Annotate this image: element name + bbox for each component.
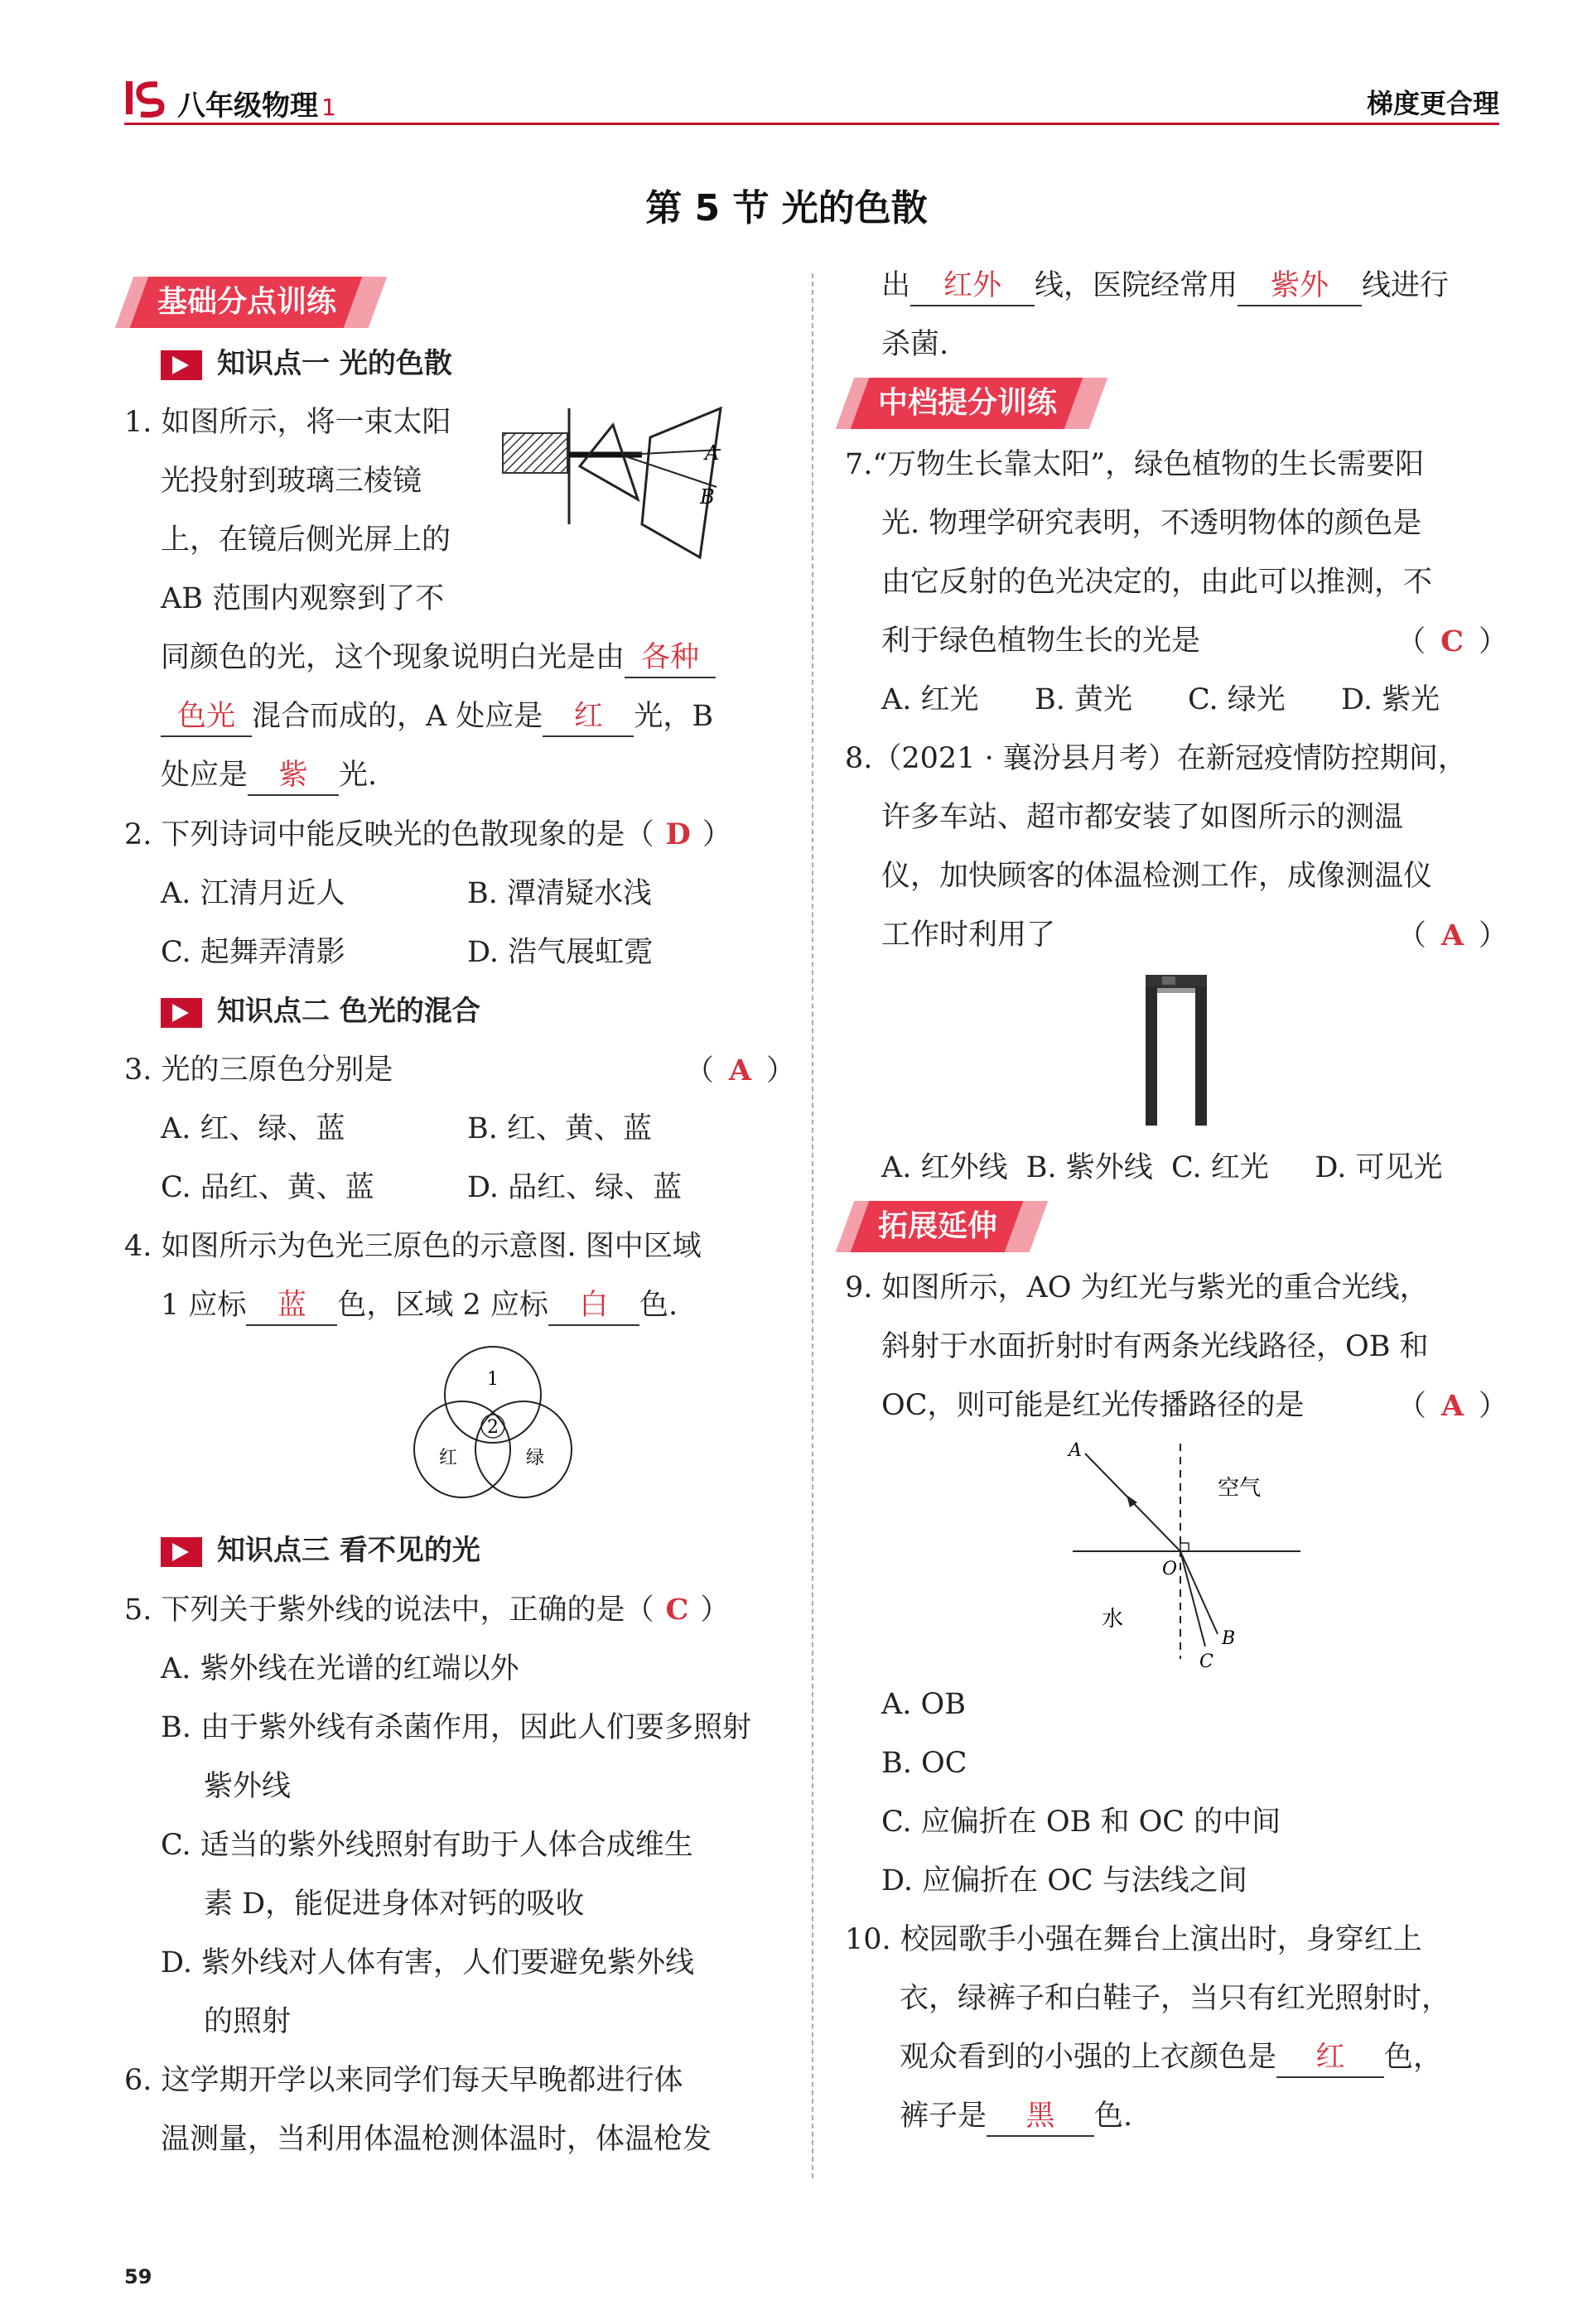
publisher-logo-icon: [124, 78, 167, 118]
option-a[interactable]: A. OB: [881, 1688, 966, 1721]
page-header: [124, 73, 1499, 125]
knowledge-point-2: 知识点二 色光的混合: [124, 982, 795, 1041]
option-b[interactable]: B. OC: [881, 1747, 967, 1780]
answer-8[interactable]: A: [1440, 919, 1464, 952]
question-6: 6. 这学期开学以来同学们每天早晚都进行体 温测量，当利用体温枪测体温时，体温枪发: [124, 2064, 712, 2156]
water-label: 水: [1102, 1607, 1124, 1632]
answer-7[interactable]: C: [1440, 624, 1464, 658]
answer-1b[interactable]: 色光: [161, 697, 252, 737]
color-circles-diagram: [381, 1343, 605, 1509]
left-column: [124, 273, 795, 2169]
knowledge-point-1: 知识点一 光的色散: [124, 335, 795, 393]
option-d[interactable]: D. 紫光: [1341, 683, 1440, 716]
temperature-gate-image: [1139, 972, 1214, 1129]
question-4: 4. 如图所示为色光三原色的示意图. 图中区域 1 应标 蓝 色，区域 2 应标 白 色. 1 2 红 绿: [124, 1217, 795, 1521]
question-8: 8.（2021 · 襄汾县月考）在新冠疫情防控期间， 许多车站、超市都安装了如图所示的测温 仪，加快顾客的体温检测工作，成像测温仪 工作时利用了 （ A ） A. 红外线 B. 紫外线 C. 红光 D. 可见光: [845, 730, 1508, 1198]
option-b[interactable]: B. 由于紫外线有杀菌作用，因此人们要多照射: [161, 1711, 751, 1744]
option-b[interactable]: B. 红、黄、蓝: [467, 1112, 652, 1145]
option-d[interactable]: D. 紫外线对人体有害，人们要避免紫外线: [161, 1946, 695, 1979]
label-a: A: [1069, 1440, 1082, 1461]
question-6-continued: 出 红外 线，医院经常用 紫外 线进行 杀菌.: [845, 257, 1508, 374]
play-triangle-icon: [161, 998, 202, 1028]
question-3: 3. 光的三原色分别是 （ A ） A. 红、绿、蓝 B. 红、黄、蓝 C. 品红、黄、蓝 D. 品红、绿、蓝: [124, 1041, 795, 1217]
option-a[interactable]: A. 紫外线在光谱的红端以外: [161, 1652, 519, 1685]
answer-10a[interactable]: 红: [1276, 2038, 1384, 2078]
answer-1d[interactable]: 紫: [248, 756, 339, 796]
prism-diagram: [501, 400, 754, 595]
label-b: B: [700, 485, 715, 509]
label-o: O: [1162, 1559, 1178, 1579]
banner-basic: 基础分点训练: [124, 277, 386, 328]
page-number: 59: [124, 2265, 152, 2288]
option-c[interactable]: C. 品红、黄、蓝: [161, 1171, 374, 1204]
answer-9[interactable]: A: [1440, 1389, 1464, 1423]
red-label: 红: [439, 1448, 458, 1468]
option-c[interactable]: C. 应偏折在 OB 和 OC 的中间: [881, 1806, 1281, 1839]
option-a[interactable]: A. 江清月近人: [161, 877, 345, 910]
option-b[interactable]: B. 黄光: [1035, 683, 1132, 716]
answer-2[interactable]: D: [665, 817, 691, 851]
light-screen: [642, 408, 721, 557]
question-1: 1. 如图所示，将一束太阳 光投射到玻璃三棱镜 上，在镜后侧光屏上的 AB 范围内观察到了不 A B 同颜色的光，这个现象说明白光是由 各种 色光 混合而成的，A 处应是 红 光，B 处应是 紫 光.: [124, 393, 795, 805]
answer-1c[interactable]: 红: [543, 697, 634, 737]
question-9: 9. 如图所示，AO 为红光与紫光的重合光线， 斜射于水面折射时有两条光线路径，OB 和 OC，则可能是红光传播路径的是 （ A ） A O B C 空气 水 A. OB B. OC C. 应偏折在 OB 和 OC 的中间 D. 应偏折在 OC 与法线之间: [845, 1259, 1508, 1911]
play-triangle-icon: [161, 1537, 202, 1567]
answer-10b[interactable]: 黑: [987, 2097, 1094, 2137]
answer-1a[interactable]: 各种: [625, 639, 716, 678]
option-a[interactable]: A. 红光: [881, 683, 979, 716]
option-c[interactable]: C. 适当的紫外线照射有助于人体合成维生: [161, 1829, 693, 1862]
label-a: A: [705, 441, 720, 465]
option-c[interactable]: C. 绿光: [1188, 683, 1286, 716]
light-source-block: [503, 433, 567, 473]
book-title: 八年级物理 1: [177, 89, 336, 123]
answer-5[interactable]: C: [665, 1593, 689, 1627]
option-c[interactable]: C. 起舞弄清影: [161, 936, 345, 969]
answer-3[interactable]: A: [728, 1054, 751, 1087]
green-label: 绿: [526, 1448, 545, 1468]
banner-extension: 拓展延伸: [845, 1201, 1047, 1252]
question-8-options: A. 红外线 B. 紫外线 C. 红光 D. 可见光: [881, 1151, 1443, 1184]
answer-6a[interactable]: 红外: [910, 267, 1035, 306]
answer-6b[interactable]: 紫外: [1238, 267, 1362, 306]
banner-mid: 中档提分训练: [845, 378, 1107, 429]
volume-number: 1: [321, 94, 336, 121]
region-2-label: 2: [487, 1417, 499, 1438]
option-a[interactable]: A. 红、绿、蓝: [161, 1112, 345, 1145]
glass-prism: [580, 425, 638, 499]
question-7: 7.“万物生长靠太阳”，绿色植物的生长需要阳 光. 物理学研究表明，不透明物体的颜色是 由它反射的色光决定的，由此可以推测，不 利于绿色植物生长的光是 （ C ） A. 红光 B. 黄光 C. 绿光 D. 紫光: [845, 436, 1508, 730]
option-b[interactable]: B. 潭清疑水浅: [467, 877, 652, 910]
column-divider: [812, 273, 813, 2178]
option-d[interactable]: D. 应偏折在 OC 与法线之间: [881, 1864, 1247, 1897]
label-c: C: [1199, 1651, 1214, 1671]
answer-4a[interactable]: 蓝: [246, 1286, 337, 1326]
label-b: B: [1222, 1628, 1236, 1649]
answer-4b[interactable]: 白: [548, 1286, 639, 1326]
air-label: 空气: [1218, 1476, 1262, 1501]
option-d[interactable]: D. 浩气展虹霓: [467, 936, 654, 969]
refraction-diagram: [1064, 1435, 1305, 1671]
slogan: 梯度更合理: [1366, 88, 1499, 119]
section-title: 第 5 节 光的色散: [645, 187, 928, 229]
question-5: 5. 下列关于紫外线的说法中，正确的是（ C ） A. 紫外线在光谱的红端以外 B. 由于紫外线有杀菌作用，因此人们要多照射 紫外线 C. 适当的紫外线照射有助于人体合成维生 素 D，能促进身体对钙的吸收 D. 紫外线对人体有害，人们要避免紫外线 的照射: [124, 1580, 795, 2052]
knowledge-point-3: 知识点三 看不见的光: [124, 1521, 795, 1580]
right-column: [845, 257, 1508, 2146]
option-d[interactable]: D. 品红、绿、蓝: [467, 1171, 683, 1204]
question-2: 2. 下列诗词中能反映光的色散现象的是（ D ） A. 江清月近人 B. 潭清疑水浅 C. 起舞弄清影 D. 浩气展虹霓: [124, 805, 795, 982]
play-triangle-icon: [161, 350, 202, 380]
region-1-label: 1: [487, 1369, 499, 1390]
question-10: 10. 校园歌手小强在舞台上演出时，身穿红上 衣，绿裤子和白鞋子，当只有红光照射时， 观众看到的小强的上衣颜色是 红 色， 裤子是 黑 色.: [845, 1911, 1508, 2146]
